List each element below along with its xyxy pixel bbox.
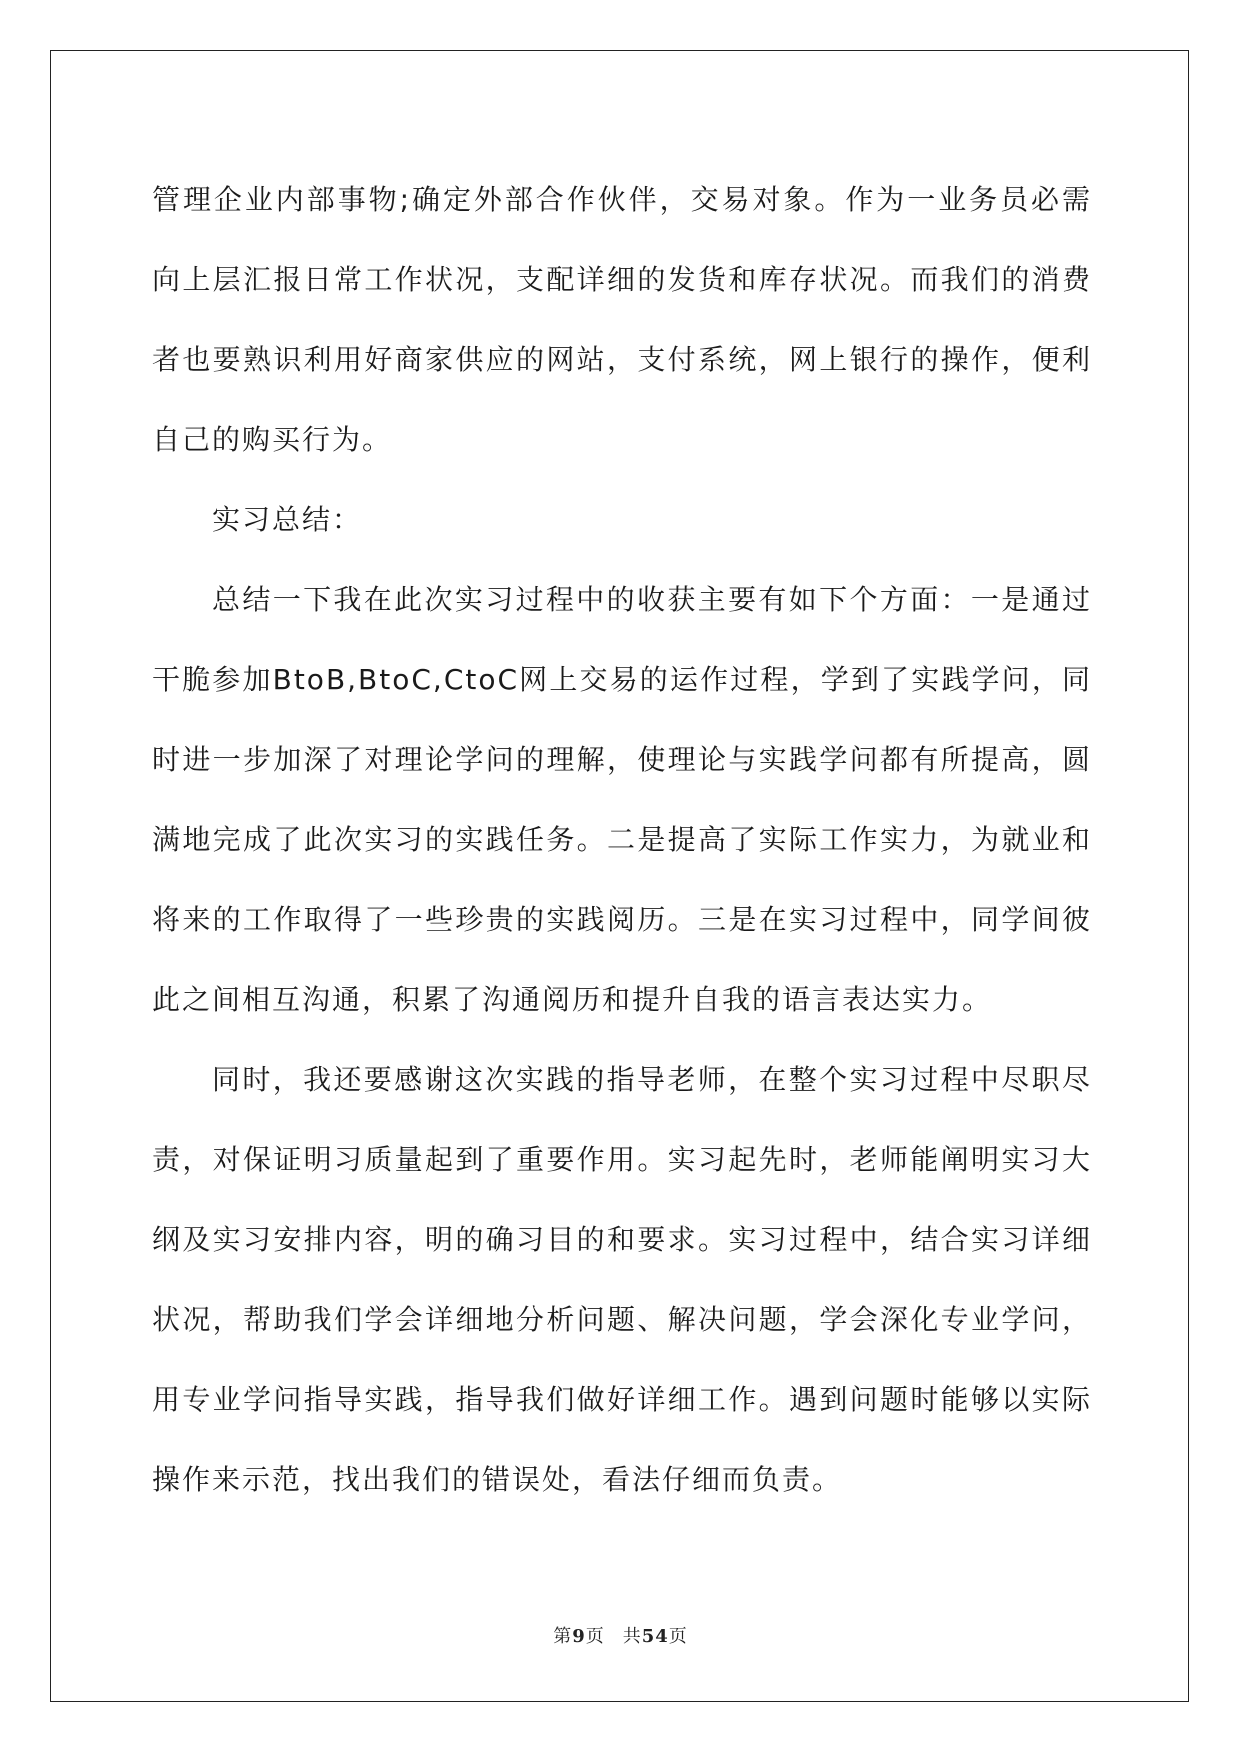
paragraph-1: 管理企业内部事物;确定外部合作伙伴，交易对象。作为一业务员必需向上层汇报日常工作状况，支配详细的发货和库存状况。而我们的消费者也要熟识利用好商家供应的网站，支付系统，网上银行的操作，便利自己的购买行为。 bbox=[152, 183, 1092, 456]
page-prefix: 第 bbox=[553, 1626, 573, 1647]
total-suffix: 页 bbox=[668, 1626, 688, 1647]
section-heading-internship-summary: 实习总结： bbox=[212, 503, 363, 536]
paragraph-4: 同时，我还要感谢这次实践的指导老师，在整个实习过程中尽职尽责，对保证明习质量起到了重要作用。实习起先时，老师能阐明实习大纲及实习安排内容，明的确习目的和要求。实习过程中，结合实习详细状况，帮助我们学会详细地分析问题、解决问题，学会深化专业学问，用专业学问指导实践，指导我们做好详细工作。遇到问题时能够以实际操作来示范，找出我们的错误处，看法仔细而负责。 bbox=[152, 1063, 1092, 1496]
total-pages: 54 bbox=[641, 1626, 669, 1647]
total-prefix: 共 bbox=[622, 1626, 642, 1647]
page-footer bbox=[0, 1622, 1241, 1648]
page-suffix: 页 bbox=[585, 1626, 605, 1647]
paragraph-3: 总结一下我在此次实习过程中的收获主要有如下个方面：一是通过干脆参加BtoB,BtoC,CtoC网上交易的运作过程，学到了实践学问，同时进一步加深了对理论学问的理解，使理论与实践学问都有所提高，圆满地完成了此次实习的实践任务。二是提高了实际工作实力，为就业和将来的工作取得了一些珍贵的实践阅历。三是在实习过程中，同学间彼此之间相互沟通，积累了沟通阅历和提升自我的语言表达实力。 bbox=[152, 583, 1092, 1016]
document-body bbox=[152, 160, 1092, 1520]
page-number: 9 bbox=[572, 1626, 586, 1647]
